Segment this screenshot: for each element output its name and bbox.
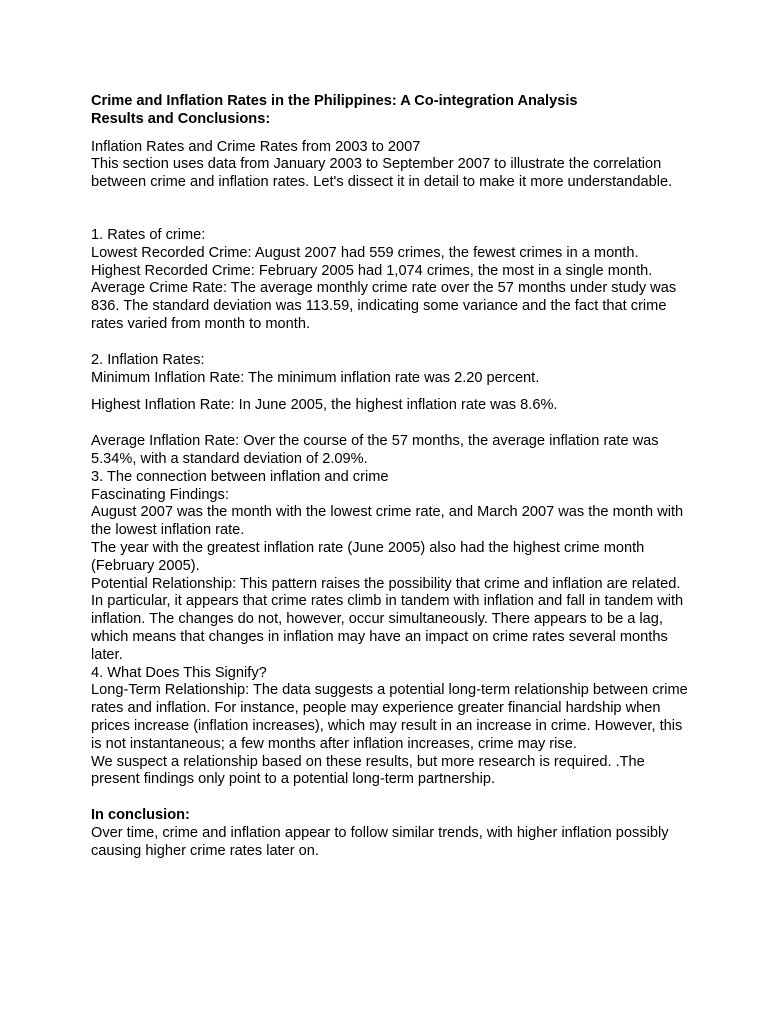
section1-highest: Highest Recorded Crime: February 2005 had 1,074 crimes, the most in a single month. [91, 262, 653, 279]
intro-heading: Inflation Rates and Crime Rates from 2003 to 2007 [91, 138, 421, 155]
section4-heading: 4. What Does This Signify? [91, 664, 267, 681]
document-title: Crime and Inflation Rates in the Philippines: A Co-integration Analysis [91, 93, 578, 109]
intro-paragraph: This section uses data from January 2003 to September 2007 to illustrate the correlation between crime and inflation rates. Let's dissect it in detail to make it more understandable. [91, 156, 673, 191]
section3-heading: 3. The connection between inflation and crime [91, 468, 389, 485]
finding-2: The year with the greatest inflation rate (June 2005) also had the highest crime month (February 2005). [91, 539, 645, 574]
suspect-paragraph: We suspect a relationship based on these results, but more research is required. .The present findings only point to a potential long-term partnership. [91, 753, 645, 788]
conclusion-paragraph: Over time, crime and inflation appear to follow similar trends, with higher inflation possibly causing higher crime rates later on. [91, 824, 669, 859]
document-body [91, 93, 691, 860]
conclusion-heading: In conclusion: [91, 807, 190, 824]
section1-average: Average Crime Rate: The average monthly crime rate over the 57 months under study was 836. The standard deviation was 113.59, indicating some variance and the fact that crime rates varied from month to month. [91, 280, 677, 332]
section2-heading: 2. Inflation Rates: [91, 351, 205, 368]
section2-average: Average Inflation Rate: Over the course of the 57 months, the average inflation rate was 5.34%, with a standard deviation of 2.09%. [91, 433, 659, 467]
finding-1: August 2007 was the month with the lowest crime rate, and March 2007 was the month with the lowest inflation rate. [91, 504, 684, 539]
relationship-paragraph: Potential Relationship: This pattern raises the possibility that crime and inflation are related. In particular, it appears that crime rates climb in tandem with inflation and fall in tandem with inflation. The changes do not, however, occur simultaneously. There appears to be a lag, which means that changes in inflation may have an impact on crime rates several months later. [91, 575, 684, 663]
section2-highest: Highest Inflation Rate: In June 2005, the highest inflation rate was 8.6%. [91, 397, 558, 414]
findings-heading: Fascinating Findings: [91, 486, 229, 503]
section1-lowest: Lowest Recorded Crime: August 2007 had 559 crimes, the fewest crimes in a month. [91, 244, 639, 261]
results-heading: Results and Conclusions: [91, 110, 271, 127]
long-term-paragraph: Long-Term Relationship: The data suggests a potential long-term relationship between crime rates and inflation. For instance, people may experience greater financial hardship when prices increase (inflation increases), which may result in an increase in crime. However, this is not instantaneous; a few months after inflation increases, crime may rise. [91, 682, 688, 752]
section1-heading: 1. Rates of crime: [91, 226, 206, 243]
section2-minimum: Minimum Inflation Rate: The minimum inflation rate was 2.20 percent. [91, 369, 540, 386]
